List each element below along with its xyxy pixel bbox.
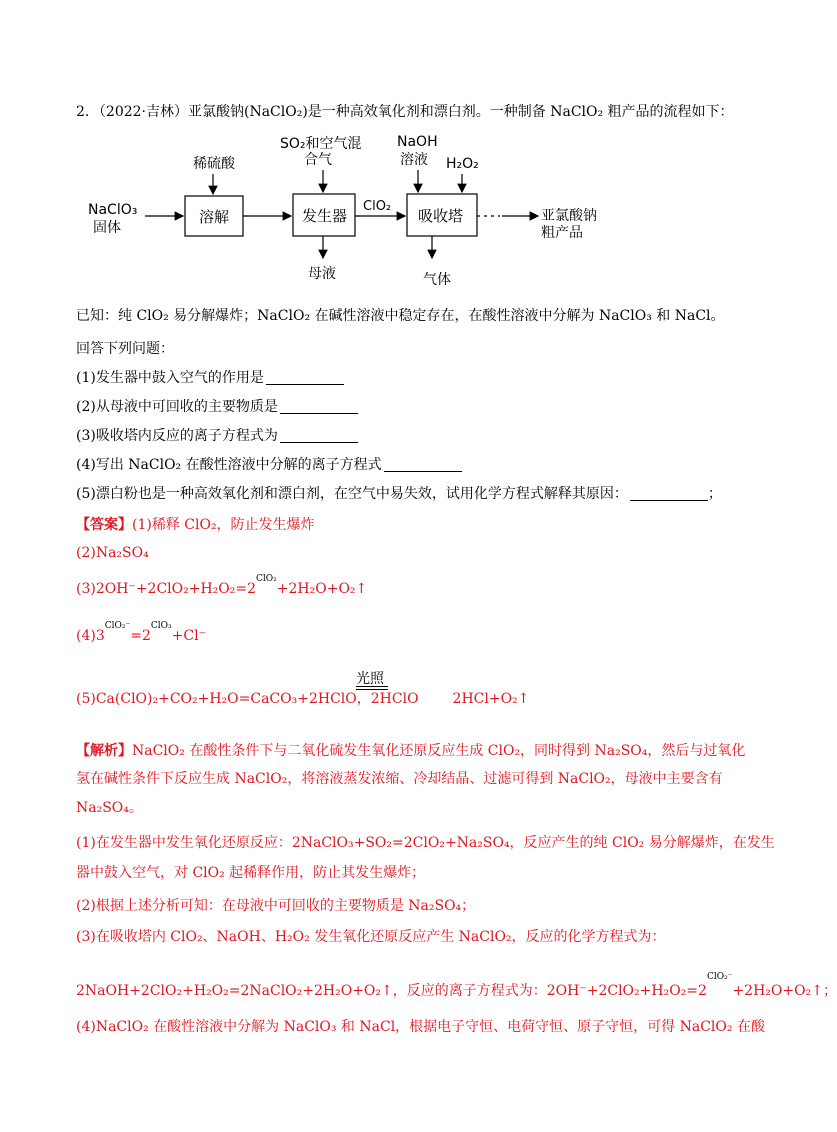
h2o2-label: H₂O₂ [446,156,479,172]
analysis-p1-l1 [76,740,745,760]
known-text: 已知：纯 ClO₂ 易分解爆炸；NaClO₂ 在碱性溶液中稳定存在，在酸性溶液中分解为 NaClO₃ 和 NaCl。 [76,308,725,324]
answer-5 [76,688,529,708]
flow-diagram [0,128,800,298]
analysis-p3: (2)根据上述分析可知：在母液中可回收的主要物质是 Na₂SO₄； [76,898,476,914]
answer-1 [76,514,315,534]
analysis-p5-tail: +2H₂O+O₂↑； [732,983,837,999]
question-5 [76,483,722,503]
box-generator-label: 发生器 [302,207,348,225]
question-1 [76,367,344,387]
analysis-p1-l1-text: NaClO₂ 在酸性条件下与二氧化硫发生氧化还原反应生成 ClO₂，同时得到 Na₂SO₄，然后与过氧化 [132,743,746,759]
answer-4-mid: =2 [130,628,151,644]
input-label-1: NaClO₃ [88,202,138,218]
mother-liquor-label: 母液 [308,266,336,282]
answer-blank-2[interactable] [280,399,358,414]
answer-3-frag: ClO₂ [256,574,277,584]
analysis-p6: (4)NaClO₂ 在酸性溶液中分解为 NaClO₃ 和 NaCl，根据电子守恒、电荷守恒、原子守恒，可得 NaClO₂ 在酸 [76,1019,765,1035]
answer-4-frag1: ClO₂⁻ [104,621,131,631]
answer-4-frag2: ClO₃ [150,621,172,631]
answer-5-tail: 2HCl+O₂↑ [452,691,530,707]
question-5-text: (5)漂白粉也是一种高效氧化剂和漂白剂，在空气中易失效，试用化学方程式解释其原因： [76,486,628,502]
question-3 [76,425,358,445]
answer-5-main: (5)Ca(ClO)₂+CO₂+H₂O=CaCO₃+2HClO，2HClO [76,691,419,707]
analysis-p1-l2: 氢在碱性条件下反应生成 NaClO₂，将溶液蒸发浓缩、冷却结晶、过滤可得到 NaClO₂，母液中主要含有 [76,771,723,787]
naoh-label-2: 溶液 [400,152,428,168]
answer-blank-3[interactable] [280,428,358,443]
answer-2: (2)Na₂SO₄ [76,545,149,561]
answer-blank-5[interactable] [630,486,708,501]
question-4-text: (4)写出 NaClO₂ 在酸性溶液中分解的离子方程式 [76,457,382,473]
question-1-text: (1)发生器中鼓入空气的作用是 [76,370,264,386]
question-3-text: (3)吸收塔内反应的离子方程式为 [76,428,278,444]
naoh-label-1: NaOH [397,134,438,150]
product-label-1: 亚氯酸钠 [541,208,597,224]
prompt-text: 回答下列问题： [76,341,174,357]
analysis-p5 [76,972,837,1000]
answer-4-tail: +Cl⁻ [171,628,206,644]
answer-5-condition-rule [356,686,388,687]
answer-3-tail: +2H₂O+O₂↑ [276,581,368,597]
analysis-p5-main: 2NaOH+2ClO₂+H₂O₂=2NaClO₂+2H₂O+O₂↑，反应的离子方程式为：2OH⁻+2ClO₂+H₂O₂=2 [76,983,707,999]
analysis-p2-l2: 器中鼓入空气，对 ClO₂ 起稀释作用，防止其发生爆炸； [76,865,426,881]
question-2 [76,396,358,416]
analysis-p4: (3)在吸收塔内 ClO₂、NaOH、H₂O₂ 发生氧化还原反应产生 NaClO₂，反应的化学方程式为： [76,929,666,945]
answer-blank-1[interactable] [266,370,344,385]
box-dissolve-label: 溶解 [199,208,230,226]
analysis-tag: 【解析】 [76,743,132,759]
question-2-text: (2)从母液中可回收的主要物质是 [76,399,278,415]
analysis-p1-l3: Na₂SO₄。 [76,800,143,816]
answer-4 [76,621,206,644]
box-absorber-label: 吸收塔 [418,207,464,225]
gas-out-label: 气体 [423,272,451,288]
question-4 [76,454,462,474]
answer-blank-4[interactable] [384,457,462,472]
question-intro: 2．（2022·吉林）亚氯酸钠(NaClO₂)是一种高效氧化剂和漂白剂。一种制备 NaClO₂ 粗产品的流程如下： [76,104,734,120]
analysis-p5-frag: ClO₂⁻ [706,972,733,982]
gas-label-1: SO₂和空气混 [280,136,362,152]
answer-1-text: (1)稀释 ClO₂，防止发生爆炸 [132,517,315,533]
gas-label-2: 合气 [304,152,332,168]
question-5-end: ； [707,486,722,502]
answer-tag: 【答案】 [76,517,132,533]
answer-4-main: (4)3 [76,628,105,644]
clo2-label: ClO₂ [363,199,392,214]
answer-3 [76,574,368,597]
answer-3-main: (3)2OH⁻+2ClO₂+H₂O₂=2 [76,581,257,597]
analysis-p2-l1: (1)在发生器中发生氧化还原反应：2NaClO₃+SO₂=2ClO₂+Na₂SO₄，反应产生的纯 ClO₂ 易分解爆炸，在发生 [76,835,775,851]
input-label-2: 固体 [93,220,121,236]
acid-label: 稀硫酸 [193,156,235,172]
product-label-2: 粗产品 [541,225,583,241]
answer-5-condition: 光照 [356,671,384,687]
